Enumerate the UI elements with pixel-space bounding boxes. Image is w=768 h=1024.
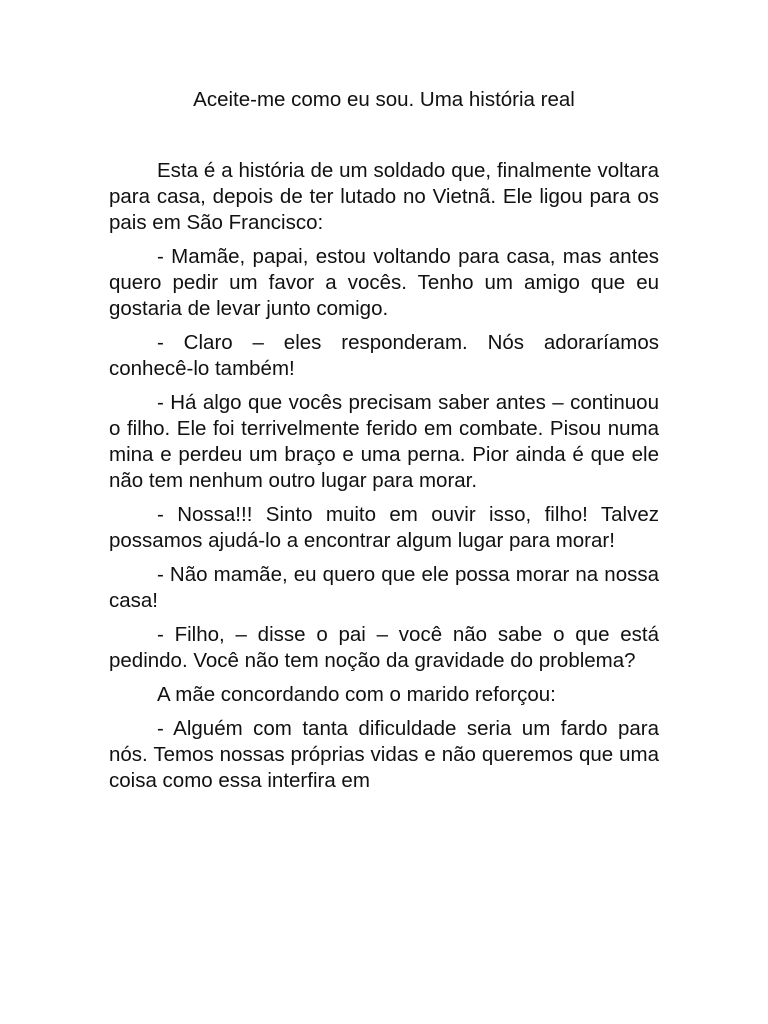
paragraph-4: - Há algo que vocês precisam saber antes – continuou o filho. Ele foi terrivelmente ferido em combate. Pisou numa mina e perdeu um braço e uma perna. Pior ainda é que ele não tem nenhum outro lugar para morar. bbox=[109, 391, 659, 492]
document-body bbox=[109, 158, 659, 802]
paragraph-5: - Nossa!!! Sinto muito em ouvir isso, filho! Talvez possamos ajudá-lo a encontrar algum lugar para morar! bbox=[109, 503, 659, 552]
document-title: Aceite-me como eu sou. Uma história real bbox=[193, 88, 575, 111]
paragraph-8: A mãe concordando com o marido reforçou: bbox=[157, 683, 556, 706]
paragraph-3: - Claro – eles responderam. Nós adoraríamos conhecê-lo também! bbox=[109, 331, 659, 380]
paragraph-2: - Mamãe, papai, estou voltando para casa, mas antes quero pedir um favor a vocês. Tenho um amigo que eu gostaria de levar junto comigo. bbox=[109, 245, 659, 320]
paragraph-1: Esta é a história de um soldado que, finalmente voltara para casa, depois de ter lutado no Vietnã. Ele ligou para os pais em São Francisco: bbox=[109, 159, 659, 234]
paragraph-6: - Não mamãe, eu quero que ele possa morar na nossa casa! bbox=[109, 563, 659, 612]
paragraph-9: - Alguém com tanta dificuldade seria um fardo para nós. Temos nossas próprias vidas e não queremos que uma coisa como essa interfira em bbox=[109, 717, 659, 792]
paragraph-7: - Filho, – disse o pai – você não sabe o que está pedindo. Você não tem noção da gravidade do problema? bbox=[109, 623, 659, 672]
